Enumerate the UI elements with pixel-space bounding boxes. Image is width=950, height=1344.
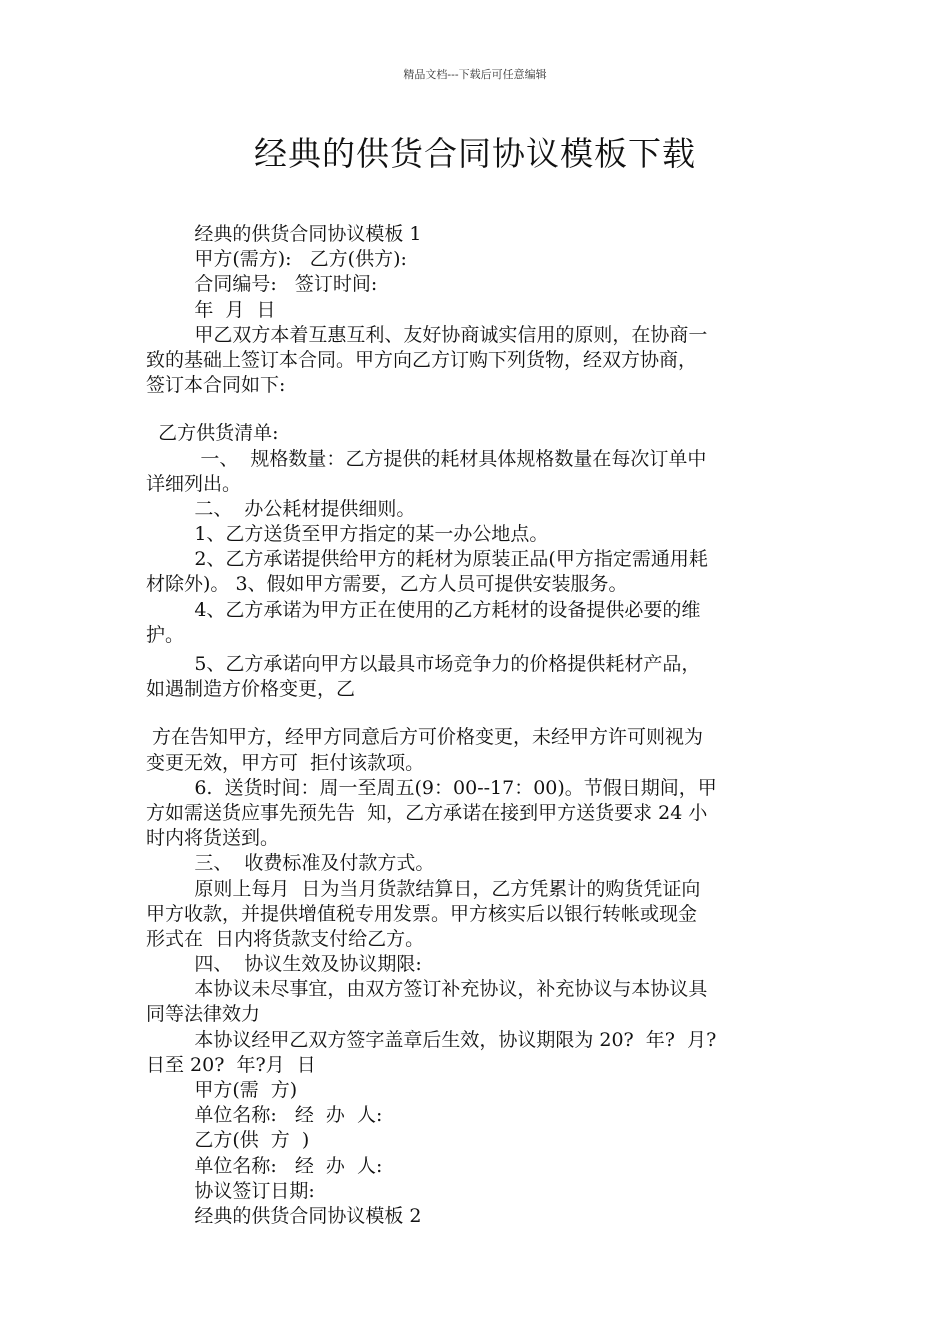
paragraph-line: 详细列出。: [146, 472, 242, 495]
paragraph-line: 变更无效，甲方可 拒付该款项。: [146, 751, 425, 774]
paragraph-line: 一、 规格数量：乙方提供的耗材具体规格数量在每次订单中: [146, 447, 707, 470]
paragraph-line: 本协议经甲乙双方签字盖章后生效，协议期限为 20? 年? 月?: [146, 1028, 717, 1051]
paragraph-line: 同等法律效力: [146, 1003, 261, 1026]
paragraph-line: 5、乙方承诺向甲方以最具市场竞争力的价格提供耗材产品，: [146, 653, 701, 675]
paragraph-line: 致的基础上签订本合同。甲方向乙方订购下列货物，经双方协商，: [146, 348, 698, 371]
paragraph-line: 材除外)。 3、假如甲方需要，乙方人员可提供安装服务。: [146, 573, 628, 596]
paragraph-line: 时内将货送到。: [146, 827, 280, 850]
paragraph-line: 方在告知甲方，经甲方同意后方可价格变更，未经甲方许可则视为: [146, 726, 704, 749]
list-heading: 乙方供货清单:: [146, 422, 279, 445]
paragraph-line: 方如需送货应事先预先告 知，乙方承诺在接到甲方送货要求 24 小: [146, 801, 708, 824]
header-note: 精品文档---下载后可任意编辑: [403, 68, 547, 81]
paragraph-line: 6. 送货时间：周一至周五(9：00--17：00)。节假日期间，甲: [146, 776, 717, 799]
contract-number-line: 合同编号: 签订时间:: [146, 273, 378, 296]
paragraph-line: 1、乙方送货至甲方指定的某一办公地点。: [146, 523, 549, 546]
paragraph-line: 日至 20? 年?月 日: [146, 1053, 316, 1076]
paragraph-line: 本协议未尽事宜，由双方签订补充协议，补充协议与本协议具: [146, 978, 708, 1001]
paragraph-line: 形式在 日内将货款支付给乙方。: [146, 927, 425, 950]
signature-line: 单位名称: 经 办 人:: [146, 1154, 383, 1177]
signature-line: 甲方(需 方): [146, 1079, 298, 1101]
date-line: 年 月 日: [146, 298, 276, 321]
clause-heading: 四、 协议生效及协议期限:: [146, 953, 422, 976]
blank-line: [146, 702, 808, 725]
paragraph-line: 如遇制造方价格变更，乙: [146, 678, 356, 701]
document-body: [146, 222, 808, 1229]
blank-line: [146, 398, 808, 421]
section-heading: 经典的供货合同协议模板 2: [146, 1204, 422, 1227]
paragraph-line: 4、乙方承诺为甲方正在使用的乙方耗材的设备提供必要的维: [146, 598, 701, 621]
clause-heading: 三、 收费标准及付款方式。: [146, 852, 435, 875]
section-heading: 经典的供货合同协议模板 1: [146, 223, 422, 245]
signature-line: 乙方(供 方 ): [146, 1129, 310, 1152]
paragraph-line: 甲方收款，并提供增值税专用发票。甲方核实后以银行转帐或现金: [146, 902, 698, 925]
paragraph-line: 2、乙方承诺提供给甲方的耗材为原装正品(甲方指定需通用耗: [146, 548, 708, 571]
clause-heading: 二、 办公耗材提供细则。: [146, 497, 416, 520]
document-title: 经典的供货合同协议模板下载: [254, 134, 696, 173]
paragraph-line: 护。: [146, 623, 185, 646]
paragraph-line: 签订本合同如下:: [146, 374, 286, 397]
paragraph-line: 甲乙双方本着互惠互利、友好协商诚实信用的原则，在协商一: [146, 323, 708, 346]
signature-line: 单位名称: 经 办 人:: [146, 1104, 383, 1127]
paragraph-line: 原则上每月 日为当月货款结算日，乙方凭累计的购货凭证向: [146, 877, 701, 900]
signature-line: 协议签订日期:: [146, 1179, 315, 1202]
party-line: 甲方(需方): 乙方(供方):: [146, 248, 407, 271]
